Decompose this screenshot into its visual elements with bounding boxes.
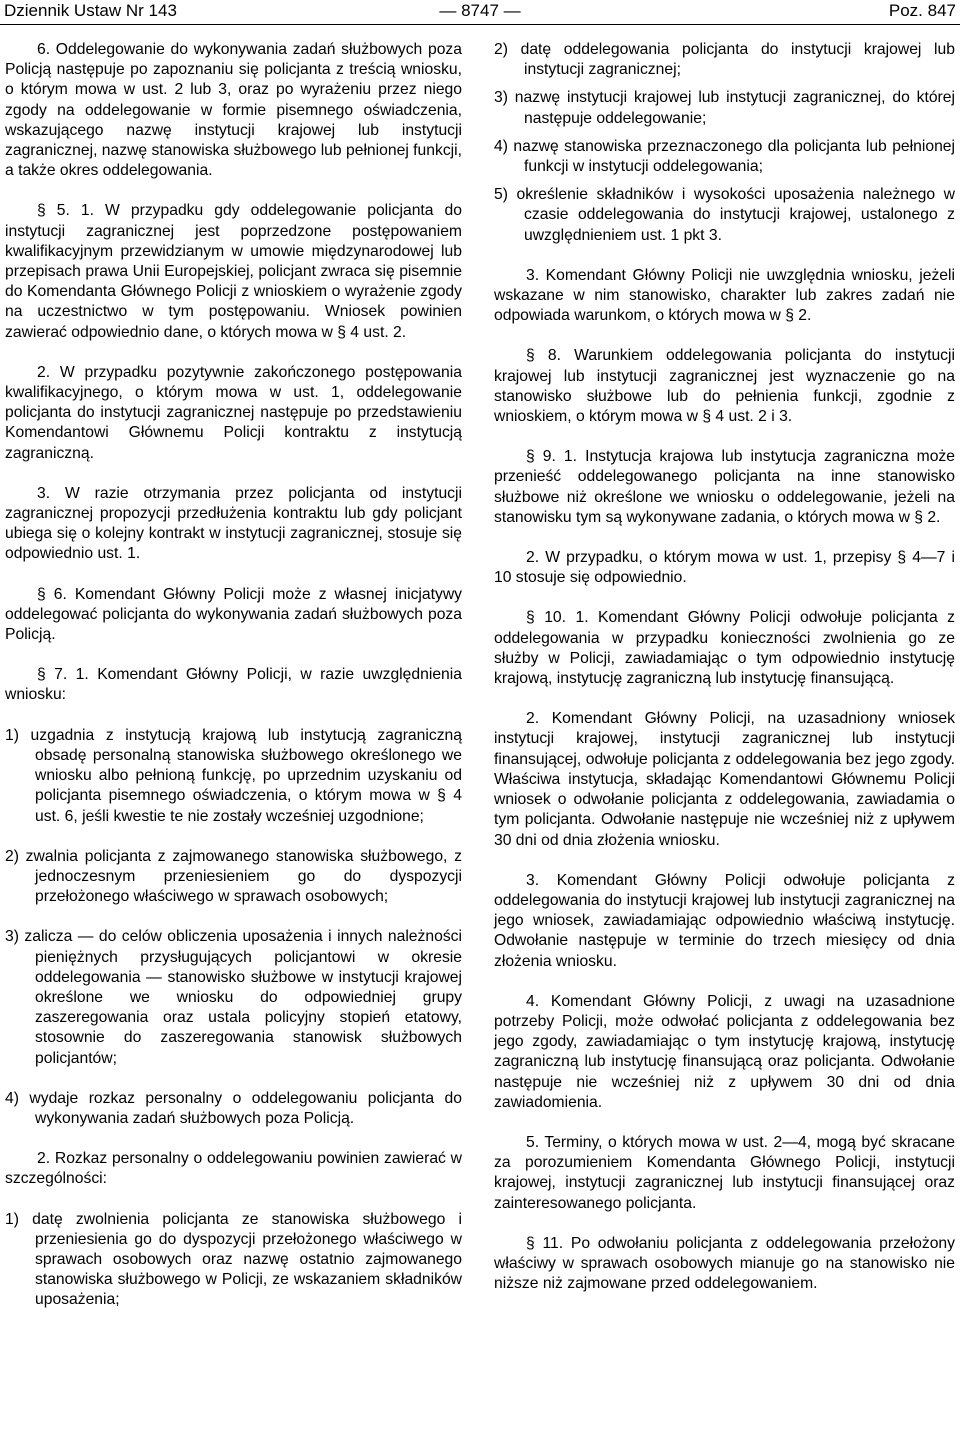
paragraph: 3. Komendant Główny Policji odwołuje policjanta z oddelegowania do instytucji krajowej lub instytucji zagranicznej na jego wniosek, zawiadamiając odpowiednio właściwą instytucję. Odwołanie następuje w terminie do trzech miesięcy od dnia złożenia wniosku. [494,871,955,970]
list-item: 1) datę zwolnienia policjanta ze stanowiska służbowego i przeniesienia go do dyspozycji przełożonego właściwego w sprawach osobowych oraz nazwę ostatnio zajmowanego stanowiska służbowego w Policji, ze wskazaniem składników uposażenia; [5,1210,462,1309]
paragraph: 2. Rozkaz personalny o oddelegowaniu powinien zawierać w szczególności: [5,1150,462,1188]
paragraph: 3. Komendant Główny Policji nie uwzględnia wniosku, jeżeli wskazane w nim stanowisko, charakter lub zakres zadań nie odpowiada warunkom, o których mowa w § 2. [494,266,955,325]
paragraph-section-10: § 10. 1. Komendant Główny Policji odwołuje policjanta z oddelegowania w przypadku konieczności zwolnienia go ze służby w Policji, zawiadamiając o tym odpowiednio instytucję krajową, instytucję zagraniczną lub instytucję finansującą. [494,609,955,688]
left-column [5,40,462,1331]
paragraph: 6. Oddelegowanie do wykonywania zadań służbowych poza Policją następuje po zapoznaniu się policjanta z treścią wniosku, o którym mowa w ust. 2 lub 3, oraz po wyrażeniu przez niego zgody na oddelegowanie w formie pisemnego oświadczenia, wskazującego nazwę instytucji krajowej lub instytucji zagranicznej, nazwę stanowiska służbowego lub pełnionej funkcji, a także okres oddelegowania. [5,41,462,180]
paragraph: 2. Komendant Główny Policji, na uzasadniony wniosek instytucji krajowej, instytucji zagranicznej lub instytucji finansującej, odwołuje policjanta z oddelegowania bez jego zgody. Właściwa instytucja, składając Komendantowi Głównemu Policji wniosek o odwołanie policjanta z oddelegowania, zawiadamia o tym policjanta. Odwołanie następuje nie wcześniej niż z upływem 30 dni od dnia złożenia wniosku. [494,710,955,849]
position-number: Poz. 847 [888,1,956,20]
list-item: 3) zalicza — do celów obliczenia uposażenia i innych należności pieniężnych przysługujących policjantowi w okresie oddelegowania — stanowisko służbowe w instytucji krajowej określone we wniosku do odpowiedniej grupy zaszeregowania oraz ustala policyjny stopień etatowy, stosownie do zaszeregowania stanowisk służbowych policjantów; [5,928,462,1067]
page-number: — 8747 — [439,1,521,20]
paragraph-section-8: § 8. Warunkiem oddelegowania policjanta do instytucji krajowej lub instytucji zagranicznej jest wyznaczenie go na stanowisko służbowe lub do pełnienia funkcji, zgodnie z wnioskiem, o którym mowa w § 4 ust. 2 i 3. [494,347,955,426]
list-item: 2) datę oddelegowania policjanta do instytucji krajowej lub instytucji zagranicznej; [494,41,955,79]
right-column [494,40,955,1314]
paragraph-section-6: § 6. Komendant Główny Policji może z własnej inicjatywy oddelegować policjanta do wykonywania zadań służbowych poza Policją. [5,585,462,644]
paragraph: 3. W razie otrzymania przez policjanta od instytucji zagranicznej propozycji przedłużenia kontraktu lub gdy policjant ubiega się o kolejny kontrakt w instytucji zagranicznej, stosuje się odpowiednio ust. 1. [5,484,462,563]
header-rule [0,24,960,25]
paragraph-section-5: § 5. 1. W przypadku gdy oddelegowanie policjanta do instytucji zagranicznej jest poprzedzone postępowaniem kwalifikacyjnym przewidzianym w umowie międzynarodowej lub przepisach prawa Unii Europejskiej, policjant zwraca się pisemnie do Komendanta Głównego Policji z wnioskiem o wyrażenie zgody na uczestnictwo w tym postępowaniu. Wniosek powinien zawierać odpowiednio dane, o których mowa w § 4 ust. 2. [5,202,462,341]
journal-title: Dziennik Ustaw Nr 143 [4,1,177,20]
paragraph: 4. Komendant Główny Policji, z uwagi na uzasadnione potrzeby Policji, może odwołać policjanta z oddelegowania bez jego zgody, zawiadamiając o tym instytucję krajową, instytucję zagraniczną lub instytucję finansującą oraz policjanta. Odwołanie następuje nie wcześniej niż z upływem 30 dni od dnia zawiadomienia. [494,992,955,1111]
paragraph-section-9: § 9. 1. Instytucja krajowa lub instytucja zagraniczna może przenieść oddelegowanego policjanta na inne stanowisko służbowe niż określone we wniosku o oddelegowanie, jeżeli na stanowisku tym są wykonywane zadania, o których mowa w § 2. [494,448,955,526]
paragraph: 2. W przypadku pozytywnie zakończonego postępowania kwalifikacyjnego, o którym mowa w ust. 1, oddelegowanie policjanta do instytucji zagranicznej następuje po przedstawieniu Komendantowi Głównemu Policji kontraktu z instytucją zagraniczną. [5,363,462,462]
list-item: 5) określenie składników i wysokości uposażenia należnego w czasie oddelegowania do instytucji krajowej, ustalonego z uwzględnieniem ust. 1 pkt 3. [494,186,955,244]
paragraph: 5. Terminy, o których mowa w ust. 2—4, mogą być skracane za porozumieniem Komendanta Głównego Policji, instytucji krajowej, instytucji zagranicznej lub instytucji finansującej oraz zainteresowanego policjanta. [494,1133,955,1212]
page-header [4,0,956,24]
list-item: 3) nazwę instytucji krajowej lub instytucji zagranicznej, do której następuje oddelegowanie; [494,89,955,127]
paragraph-section-7: § 7. 1. Komendant Główny Policji, w razie uwzględnienia wniosku: [5,666,462,704]
list-item: 1) uzgadnia z instytucją krajową lub instytucją zagraniczną obsadę personalną stanowiska służbowego określonego we wniosku albo pełnioną funkcję, po uprzednim uzyskaniu od policjanta pisemnego oświadczenia, o którym mowa w § 4 ust. 6, jeśli kwestie te nie zostały wcześniej uzgodnione; [5,726,462,825]
paragraph: 2. W przypadku, o którym mowa w ust. 1, przepisy § 4—7 i 10 stosuje się odpowiednio. [494,549,955,587]
list-item: 4) nazwę stanowiska przeznaczonego dla policjanta lub pełnionej funkcji w instytucji oddelegowania; [494,137,955,176]
list-item: 2) zwalnia policjanta z zajmowanego stanowiska służbowego, z jednoczesnym przeniesieniem go do dyspozycji przełożonego właściwego w sprawach osobowych; [5,847,462,906]
paragraph-section-11: § 11. Po odwołaniu policjanta z oddelegowania przełożony właściwy w sprawach osobowych mianuje go na stanowisko nie niższe niż zajmowane przed oddelegowaniem. [494,1234,955,1293]
list-item: 4) wydaje rozkaz personalny o oddelegowaniu policjanta do wykonywania zadań służbowych poza Policją. [5,1089,462,1127]
